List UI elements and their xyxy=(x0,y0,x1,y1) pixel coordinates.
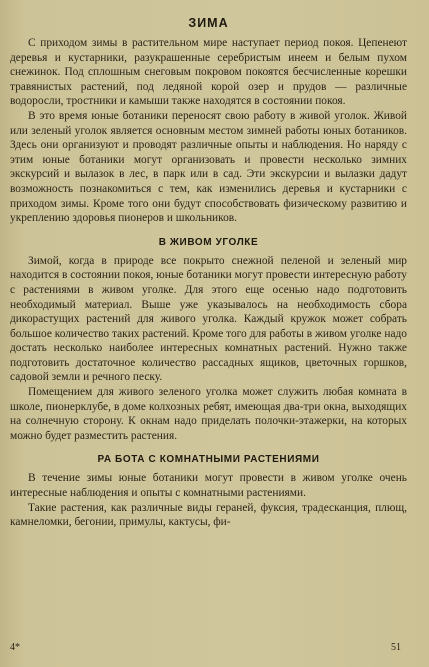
paragraph: Такие растения, как различные виды гераней, фуксия, традесканция, плющ, камнеломки, бегонии, примулы, кактусы, фи- xyxy=(10,501,407,529)
section-title-houseplants: РА БОТА С КОМНАТНЫМИ РАСТЕНИЯМИ xyxy=(97,454,320,466)
section-title-winter: ЗИМА xyxy=(188,16,229,30)
paragraph: В это время юные ботаники переносят свою работу в живой уголок. Живой или зеленый уголок является основным местом зимней работы юных ботаников. Здесь они организуют и проводят различные опыты и наблюдения. Но наряду с этим юные ботаники могут организовать и провести несколько зимних экскурсий и вылазок в лес, в парк или в сад. Эти экскурсии и вылазки дадут возможность познакомиться с тем, как изменились деревья и кустарники с приходом зимы. Кроме того они будут способствовать физическому развитию и укреплению здоровья пионеров и школьников. xyxy=(10,109,407,225)
printer-signature: 4* xyxy=(10,642,20,653)
page-footer xyxy=(10,642,401,653)
page-number: 51 xyxy=(391,642,401,653)
paragraph: В течение зимы юные ботаники могут провести в живом уголке очень интересные наблюдения и опыты с комнатными растениями. xyxy=(10,472,407,500)
paragraph: Зимой, когда в природе все покрыто снежной пеленой и зеленый мир находится в состоянии покоя, юные ботаники могут провести интересную работу с растениями в живом уголке. Для этого еще осенью надо подготовить необходимый материал. Выше уже указывалось на необходимость сбора дикорастущих растений для живого уголка. Каждый кружок может собрать большое количество таких растений. Кроме того для работы в живом уголке надо достать несколько наиболее интересных комнатных растений. Нужно также подготовить достаточное количество рассадных ящиков, цветочных горшков, садовой земли и речного песку. xyxy=(10,254,407,384)
section-title-living-corner: В ЖИВОМ УГОЛКЕ xyxy=(158,236,259,248)
paragraph: Помещением для живого зеленого уголка может служить любая комната в школе, пионерклубе, в доме колхозных ребят, имеющая два-три окна, выходящих на солнечную сторону. К окнам надо приделать полочки-этажерки, на которых можно будет разместить растения. xyxy=(10,386,407,442)
paragraph: С приходом зимы в растительном мире наступает период покоя. Цепенеют деревья и кустарники, разукрашенные серебристым инеем и белым пухом снежинок. Под сплошным снеговым покровом покоятся бесчисленные корешки травянистых растений, под ледяной корой озер и прудов — различные водоросли, тростники и камыши также находятся в состоянии покоя. xyxy=(10,37,407,108)
